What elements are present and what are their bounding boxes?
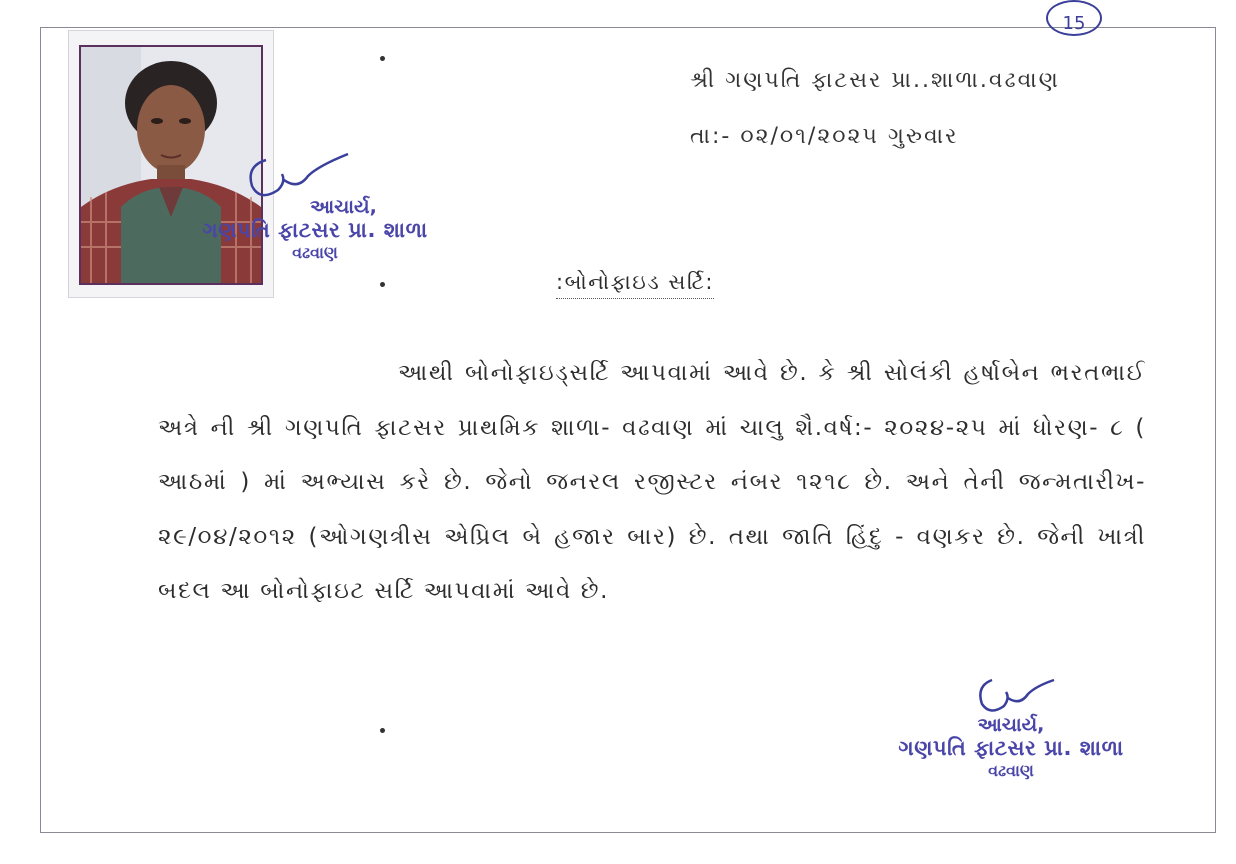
- certificate-body: આથી બોનોફાઇડ્સર્ટિ આપવામાં આવે છે. કે શ્રી સોલંકી હર્ષાબેન ભરતભાઈ અત્રે ની શ્રી ગણપતિ ફાટસર પ્રાથમિક શાળા- વઢવાણ માં ચાલુ શૈ.વર્ષ:- ૨૦૨૪-૨૫ માં ધોરણ- ૮ ( આઠમાં ) માં અભ્યાસ કરે છે. જેનો જનરલ રજીસ્ટર નંબર ૧૨૧૮ છે. અને તેની જન્મતારીખ- ૨૯/૦૪/૨૦૧૨ (ઓગણત્રીસ એપ્રિલ બે હજાર બાર) છે. તથા જાતિ હિંદુ - વણકર છે. જેની ખાત્રી બદલ આ બોનોફાઇટ સર્ટિ આપવામાં આવે છે.: [158, 360, 1146, 604]
- stamp-top-role: આચાર્ય,: [310, 196, 377, 218]
- date-line: તા:- ૦૨/૦૧/૨૦૨૫ ગુરુવાર: [690, 124, 959, 149]
- punch-mark: [380, 728, 385, 733]
- stamp-top-school: ગણપતિ ફાટસર પ્રા. શાળા: [202, 218, 428, 242]
- stamp-top: [170, 196, 460, 263]
- certificate-title: :બોનોફાઇડ સર્ટિ:: [556, 270, 714, 299]
- stamp-top-place: વઢવાણ: [292, 243, 338, 262]
- punch-mark: [380, 56, 385, 61]
- stamp-bottom-role: આચાર્ય,: [977, 714, 1045, 736]
- punch-mark: [380, 282, 385, 287]
- school-header: શ્રી ગણપતિ ફાટસર પ્રા..શાળા.વઢવાણ: [690, 68, 1060, 93]
- stamp-bottom-school: ગણપતિ ફાટસર પ્રા. શાળા: [898, 736, 1124, 760]
- stamp-bottom-place: વઢવાણ: [988, 761, 1034, 780]
- stamp-bottom: [866, 714, 1156, 781]
- page-number-circle: 15: [1046, 0, 1102, 36]
